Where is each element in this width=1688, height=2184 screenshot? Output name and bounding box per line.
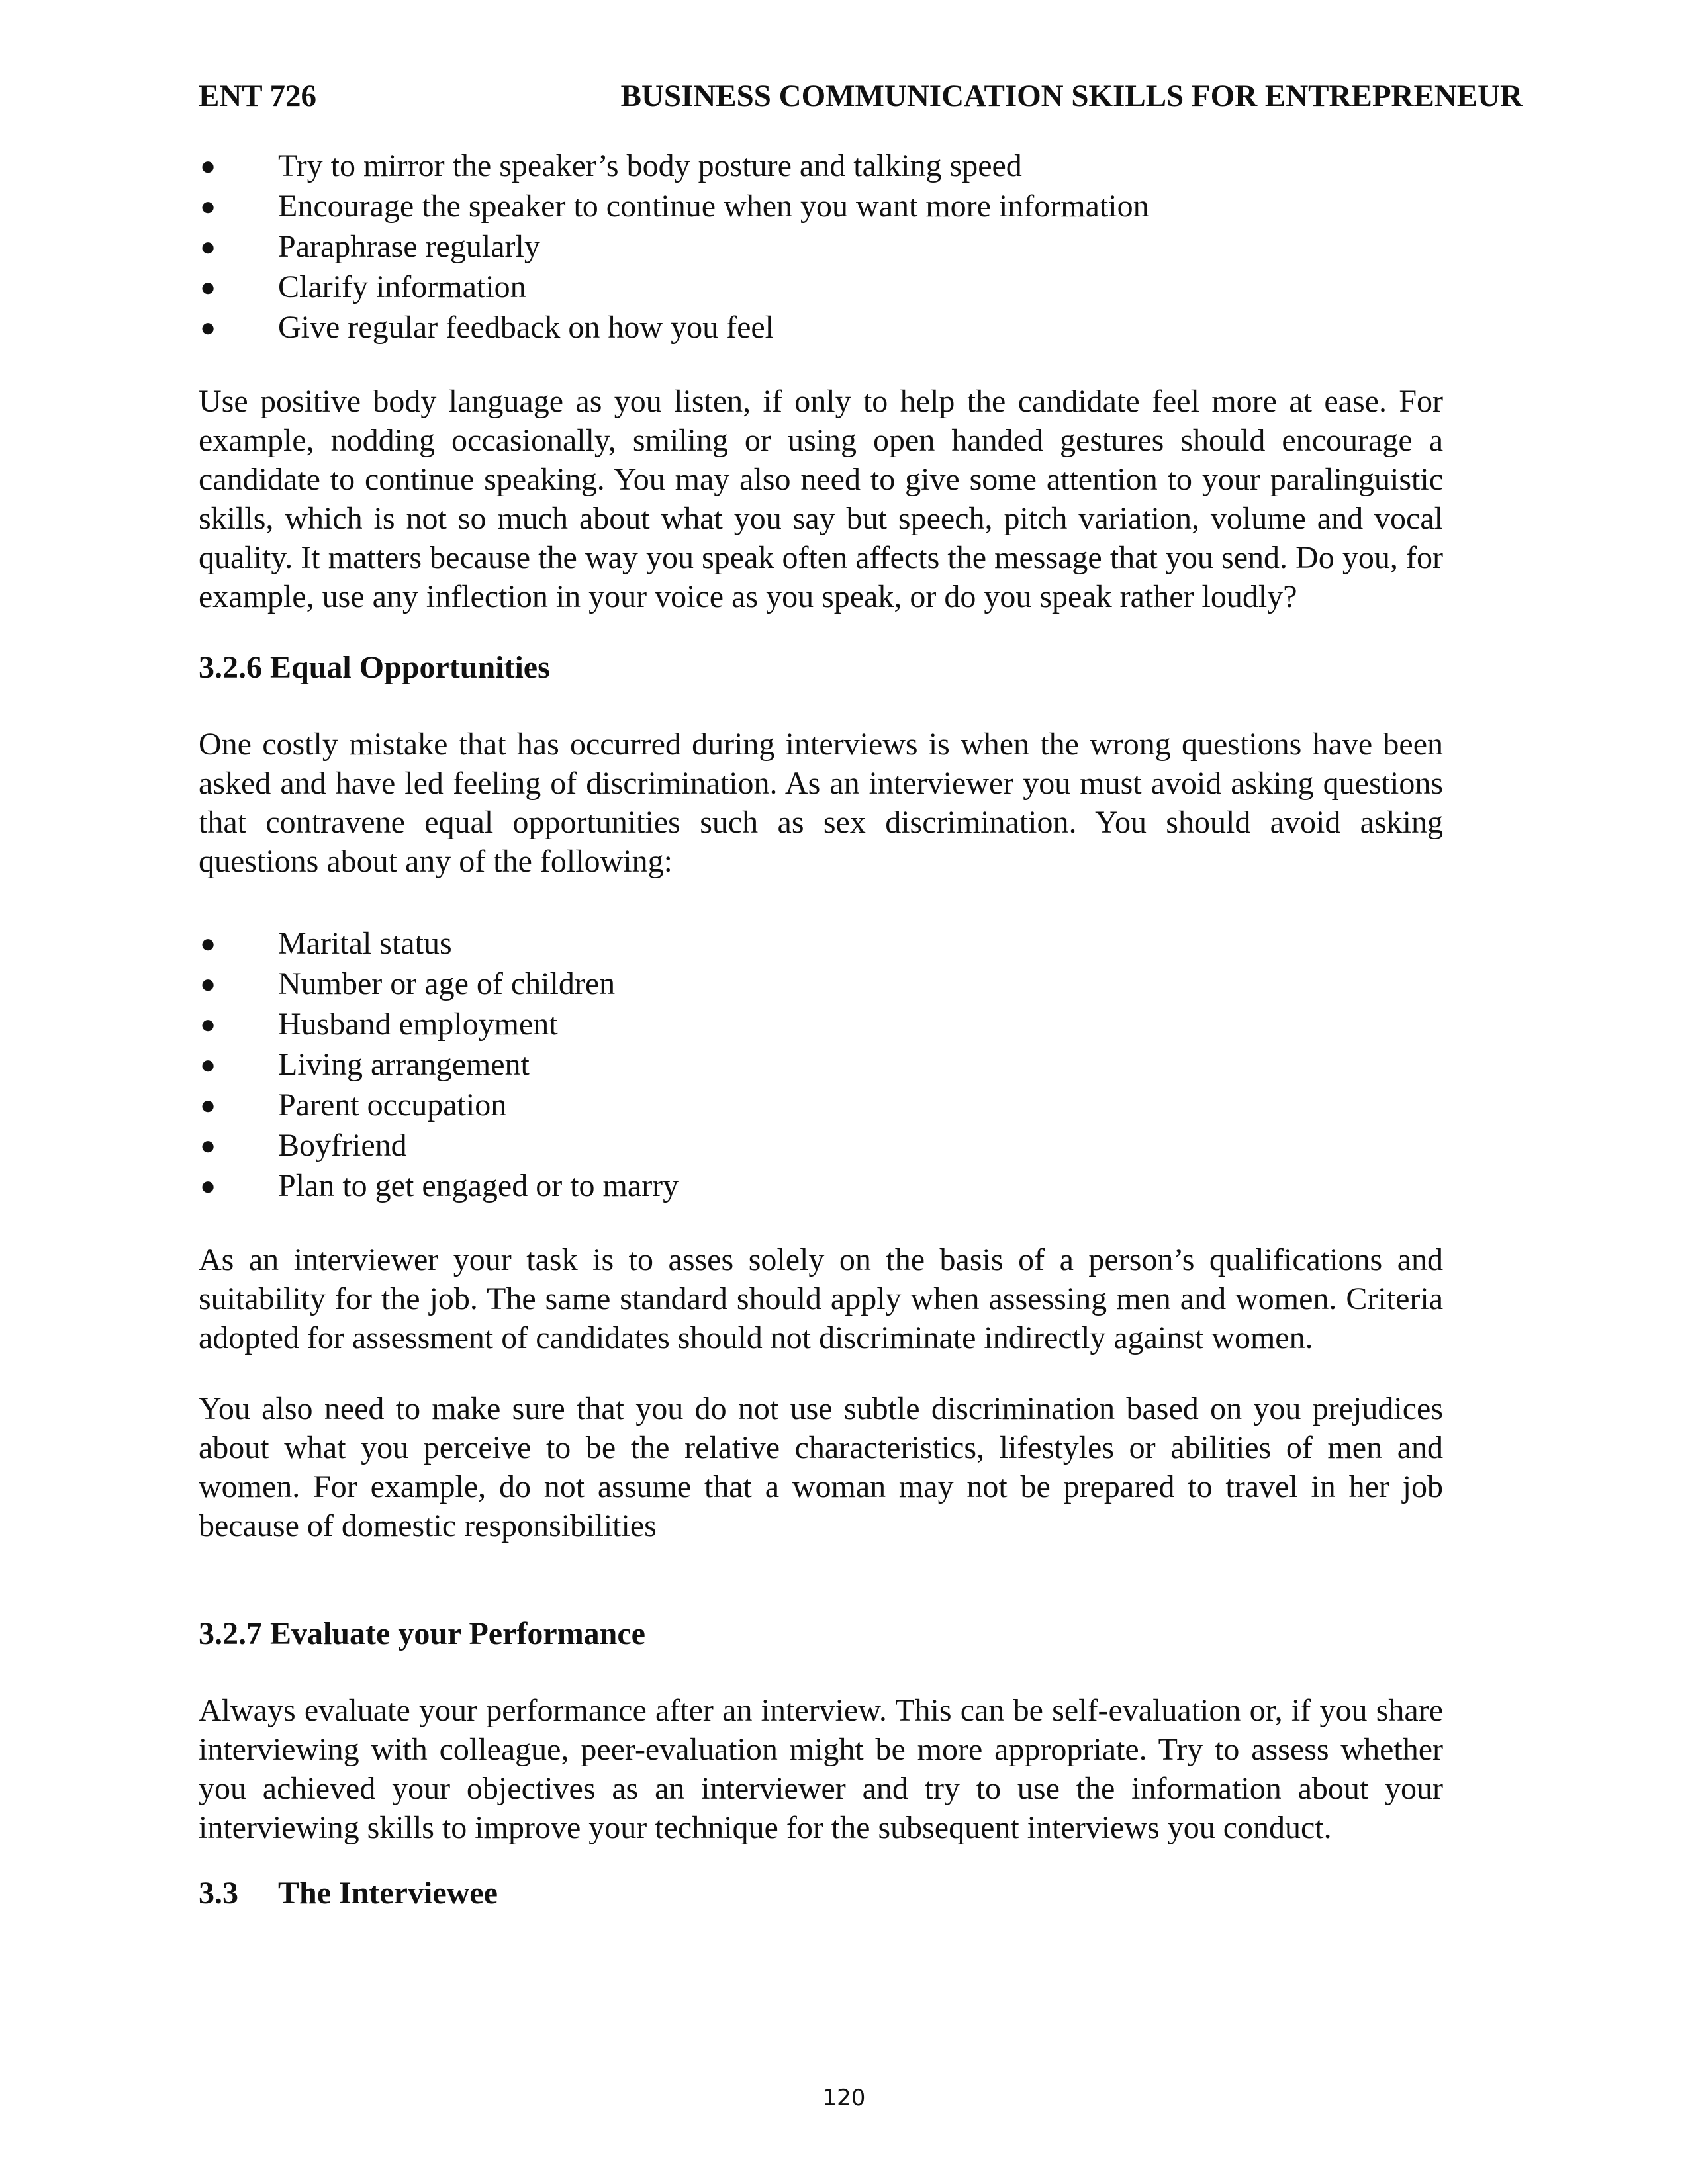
questions-to-avoid-list xyxy=(199,923,1443,1206)
bullet-icon: ● xyxy=(200,1171,216,1201)
bullet-icon: ● xyxy=(200,272,216,302)
bullet-icon: ● xyxy=(200,1090,216,1120)
list-item-text: Marital status xyxy=(278,926,452,961)
list-item xyxy=(199,186,1443,226)
bullet-icon: ● xyxy=(200,232,216,261)
subtle-discrimination-paragraph: You also need to make sure that you do not use subtle discrimination based on you prejudices about what you perceive to be the relative characteristics, lifestyles or abilities of men and women. For example, do not assume that a woman may not be prepared to travel in her job because of domestic responsibilities xyxy=(199,1391,1443,1543)
section-title: Evaluate your Performance xyxy=(270,1616,645,1651)
assessment-paragraph: As an interviewer your task is to asses solely on the basis of a person’s qualifications and suitability for the job. The same standard should apply when assessing men and women. Criteria adopted for assessment of candidates should not discriminate indirectly against women. xyxy=(199,1242,1443,1355)
list-item-text: Parent occupation xyxy=(278,1087,507,1122)
list-item-text: Living arrangement xyxy=(278,1047,530,1082)
section-number: 3.3 xyxy=(199,1876,238,1911)
section-heading-evaluate-performance xyxy=(199,1614,1443,1654)
list-item-text: Give regular feedback on how you feel xyxy=(278,310,774,345)
section-title: Equal Opportunities xyxy=(270,650,550,685)
bullet-icon: ● xyxy=(200,151,216,181)
list-item xyxy=(199,1125,1443,1165)
list-item-text: Encourage the speaker to continue when you want more information xyxy=(278,189,1149,224)
list-item xyxy=(199,267,1443,307)
course-title: BUSINESS COMMUNICATION SKILLS FOR ENTREPRENEUR xyxy=(620,79,1523,113)
bullet-icon: ● xyxy=(200,929,216,958)
section-heading-equal-opportunities xyxy=(199,648,1443,688)
body-language-paragraph: Use positive body language as you listen, if only to help the candidate feel more at ease. For example, nodding occasionally, smiling or using open handed gestures should encourage a candidate to continue speaking. You may also need to give some attention to your paralinguistic skills, which is not so much about what you say but speech, pitch variation, volume and vocal quality. It matters because the way you speak often affects the message that you send. Do you, for example, use any inflection in your voice as you speak, or do you speak rather loudly? xyxy=(199,384,1443,614)
list-item xyxy=(199,146,1443,186)
document-page xyxy=(199,73,1523,1913)
list-item xyxy=(199,1085,1443,1125)
list-item xyxy=(199,923,1443,964)
list-item xyxy=(199,1165,1443,1206)
bullet-icon: ● xyxy=(200,1009,216,1039)
listening-tips-list xyxy=(199,146,1443,347)
list-item xyxy=(199,307,1443,347)
section-number: 3.2.6 xyxy=(199,650,262,685)
list-item-text: Paraphrase regularly xyxy=(278,229,540,264)
list-item xyxy=(199,226,1443,267)
list-item-text: Try to mirror the speaker’s body posture and talking speed xyxy=(278,148,1022,183)
running-header xyxy=(199,73,1523,119)
list-item xyxy=(199,964,1443,1004)
section-title: The Interviewee xyxy=(278,1876,498,1911)
bullet-icon: ● xyxy=(200,1050,216,1079)
section-number: 3.2.7 xyxy=(199,1616,262,1651)
list-item xyxy=(199,1044,1443,1085)
page-number: 120 xyxy=(822,2085,866,2111)
list-item-text: Number or age of children xyxy=(278,966,616,1001)
bullet-icon: ● xyxy=(200,1130,216,1160)
evaluate-performance-paragraph: Always evaluate your performance after an interview. This can be self-evaluation or, if you share interviewing with colleague, peer-evaluation might be more appropriate. Try to assess whether you achieved your objectives as an interviewer and try to use the information about your interviewing skills to improve your technique for the subsequent interviews you conduct. xyxy=(199,1693,1443,1845)
section-heading-interviewee xyxy=(199,1874,1443,1913)
list-item-text: Plan to get engaged or to marry xyxy=(278,1168,679,1203)
list-item xyxy=(199,1004,1443,1044)
course-code: ENT 726 xyxy=(199,79,317,113)
bullet-icon: ● xyxy=(200,312,216,342)
bullet-icon: ● xyxy=(200,191,216,221)
equal-opportunities-intro: One costly mistake that has occurred during interviews is when the wrong questions have been asked and have led feeling of discrimination. As an interviewer you must avoid asking questions that contravene equal opportunities such as sex discrimination. You should avoid asking questions about any of the following: xyxy=(199,727,1443,879)
bullet-icon: ● xyxy=(200,969,216,999)
list-item-text: Husband employment xyxy=(278,1007,558,1042)
list-item-text: Boyfriend xyxy=(278,1128,407,1163)
list-item-text: Clarify information xyxy=(278,269,526,304)
